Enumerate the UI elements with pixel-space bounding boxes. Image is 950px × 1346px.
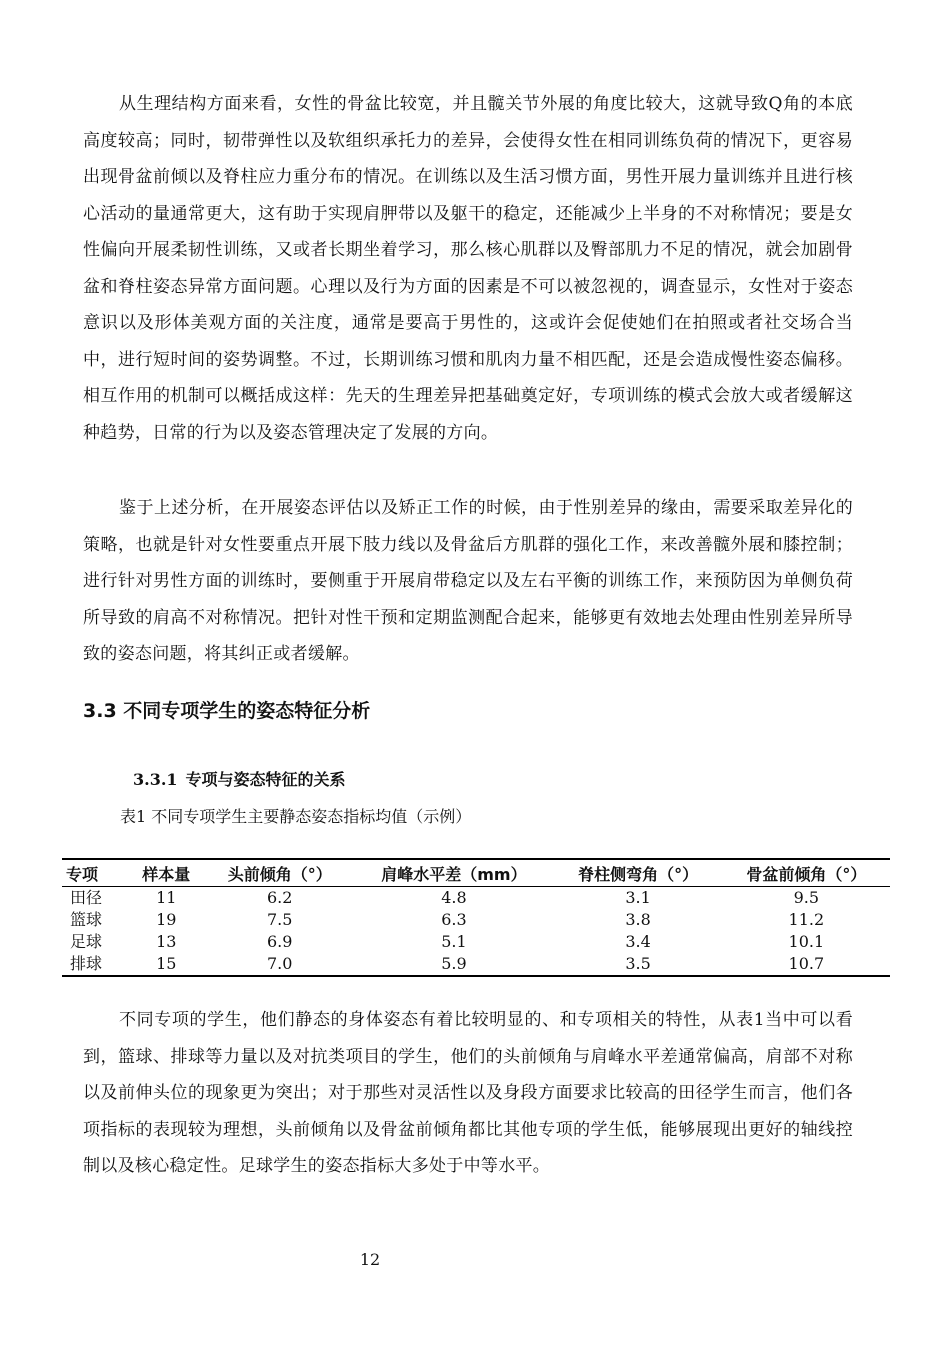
table-cell: 6.3 xyxy=(441,910,467,929)
table-cell: 13 xyxy=(156,932,177,951)
table-row xyxy=(62,953,890,976)
column-header-head-forward-angle: 头前倾角（°） xyxy=(227,864,332,884)
table-caption: 表1 不同专项学生主要静态姿态指标均值（示例） xyxy=(120,807,472,826)
paragraph-sport-posture-analysis: 不同专项的学生，他们静态的身体姿态有着比较明显的、和专项相关的特性，从表1当中可以看到，篮球、排球等力量以及对抗类项目的学生，他们的头前倾角与肩峰水平差通常偏高，肩部不对称以及前伸头位的现象更为突出；对于那些对灵活性以及身段方面要求比较高的田径学生而言，他们各项指标的表现较为理想，头前倾角以及骨盆前倾角都比其他专项的学生低，能够展现出更好的轴线控制以及核心稳定性。足球学生的姿态指标大多处于中等水平。 xyxy=(83,1010,853,1176)
column-header-scoliosis-angle: 脊柱侧弯角（°） xyxy=(578,864,699,884)
table-cell: 3.4 xyxy=(625,932,651,951)
subsection-number: 3.3.1 xyxy=(133,770,178,789)
table-cell: 足球 xyxy=(70,932,103,951)
table-cell: 7.5 xyxy=(266,910,293,929)
table-cell: 田径 xyxy=(70,888,103,907)
table-cell: 排球 xyxy=(70,954,103,973)
column-header-shoulder-level-diff: 肩峰水平差（mm） xyxy=(381,864,527,884)
table-cell: 19 xyxy=(156,910,177,929)
posture-indicator-table xyxy=(62,858,890,977)
table-row xyxy=(62,887,890,910)
table-cell: 11.2 xyxy=(788,910,825,929)
table-cell: 3.5 xyxy=(625,954,651,973)
column-header-sample-size: 样本量 xyxy=(142,864,191,884)
column-header-sport: 专项 xyxy=(66,864,99,884)
table-cell: 3.8 xyxy=(625,910,651,929)
page-number: 12 xyxy=(359,1250,381,1269)
table-cell: 10.7 xyxy=(788,954,825,973)
paragraph-correction-strategy: 鉴于上述分析，在开展姿态评估以及矫正工作的时候，由于性别差异的缘由，需要采取差异化的策略，也就是针对女性要重点开展下肢力线以及骨盆后方肌群的强化工作，来改善髋外展和膝控制；进行针对男性方面的训练时，要侧重于开展肩带稳定以及左右平衡的训练工作，来预防因为单侧负荷所导致的肩高不对称情况。把针对性干预和定期监测配合起来，能够更有效地去处理由性别差异所导致的姿态问题，将其纠正或者缓解。 xyxy=(83,498,853,664)
table-cell: 11 xyxy=(156,888,177,907)
table-cell: 5.9 xyxy=(441,954,467,973)
table-cell: 6.2 xyxy=(266,888,293,907)
paragraph-gender-physiology: 从生理结构方面来看，女性的骨盆比较宽，并且髋关节外展的角度比较大，这就导致Q角的本底高度较高；同时，韧带弹性以及软组织承托力的差异，会使得女性在相同训练负荷的情况下，更容易出现骨盆前倾以及脊柱应力重分布的情况。在训练以及生活习惯方面，男性开展力量训练并且进行核心活动的量通常更大，这有助于实现肩胛带以及躯干的稳定，还能减少上半身的不对称情况；要是女性偏向开展柔韧性训练，又或者长期坐着学习，那么核心肌群以及臀部肌力不足的情况，就会加剧骨盆和脊柱姿态异常方面问题。心理以及行为方面的因素是不可以被忽视的，调查显示，女性对于姿态意识以及形体美观方面的关注度，通常是要高于男性的，这或许会促使她们在拍照或者社交场合当中，进行短时间的姿势调整。不过，长期训练习惯和肌肉力量不相匹配，还是会造成慢性姿态偏移。相互作用的机制可以概括成这样：先天的生理差异把基础奠定好，专项训练的模式会放大或者缓解这种趋势，日常的行为以及姿态管理决定了发展的方向。 xyxy=(83,94,853,443)
subsection-title: 专项与姿态特征的关系 xyxy=(185,770,346,789)
table-cell: 15 xyxy=(156,954,177,973)
table-cell: 6.9 xyxy=(266,932,293,951)
table-cell: 4.8 xyxy=(441,888,467,907)
table-cell: 5.1 xyxy=(441,932,467,951)
table-cell: 3.1 xyxy=(625,888,651,907)
table-cell: 10.1 xyxy=(788,932,825,951)
table-header-row xyxy=(62,859,890,887)
column-header-pelvic-tilt-angle: 骨盆前倾角（°） xyxy=(746,864,867,884)
table-row xyxy=(62,931,890,953)
table-cell: 7.0 xyxy=(266,954,293,973)
table-cell: 篮球 xyxy=(70,910,103,929)
table-cell: 9.5 xyxy=(793,888,820,907)
subsection-heading xyxy=(133,767,346,790)
section-heading: 3.3 不同专项学生的姿态特征分析 xyxy=(83,700,371,722)
table-row xyxy=(62,909,890,931)
